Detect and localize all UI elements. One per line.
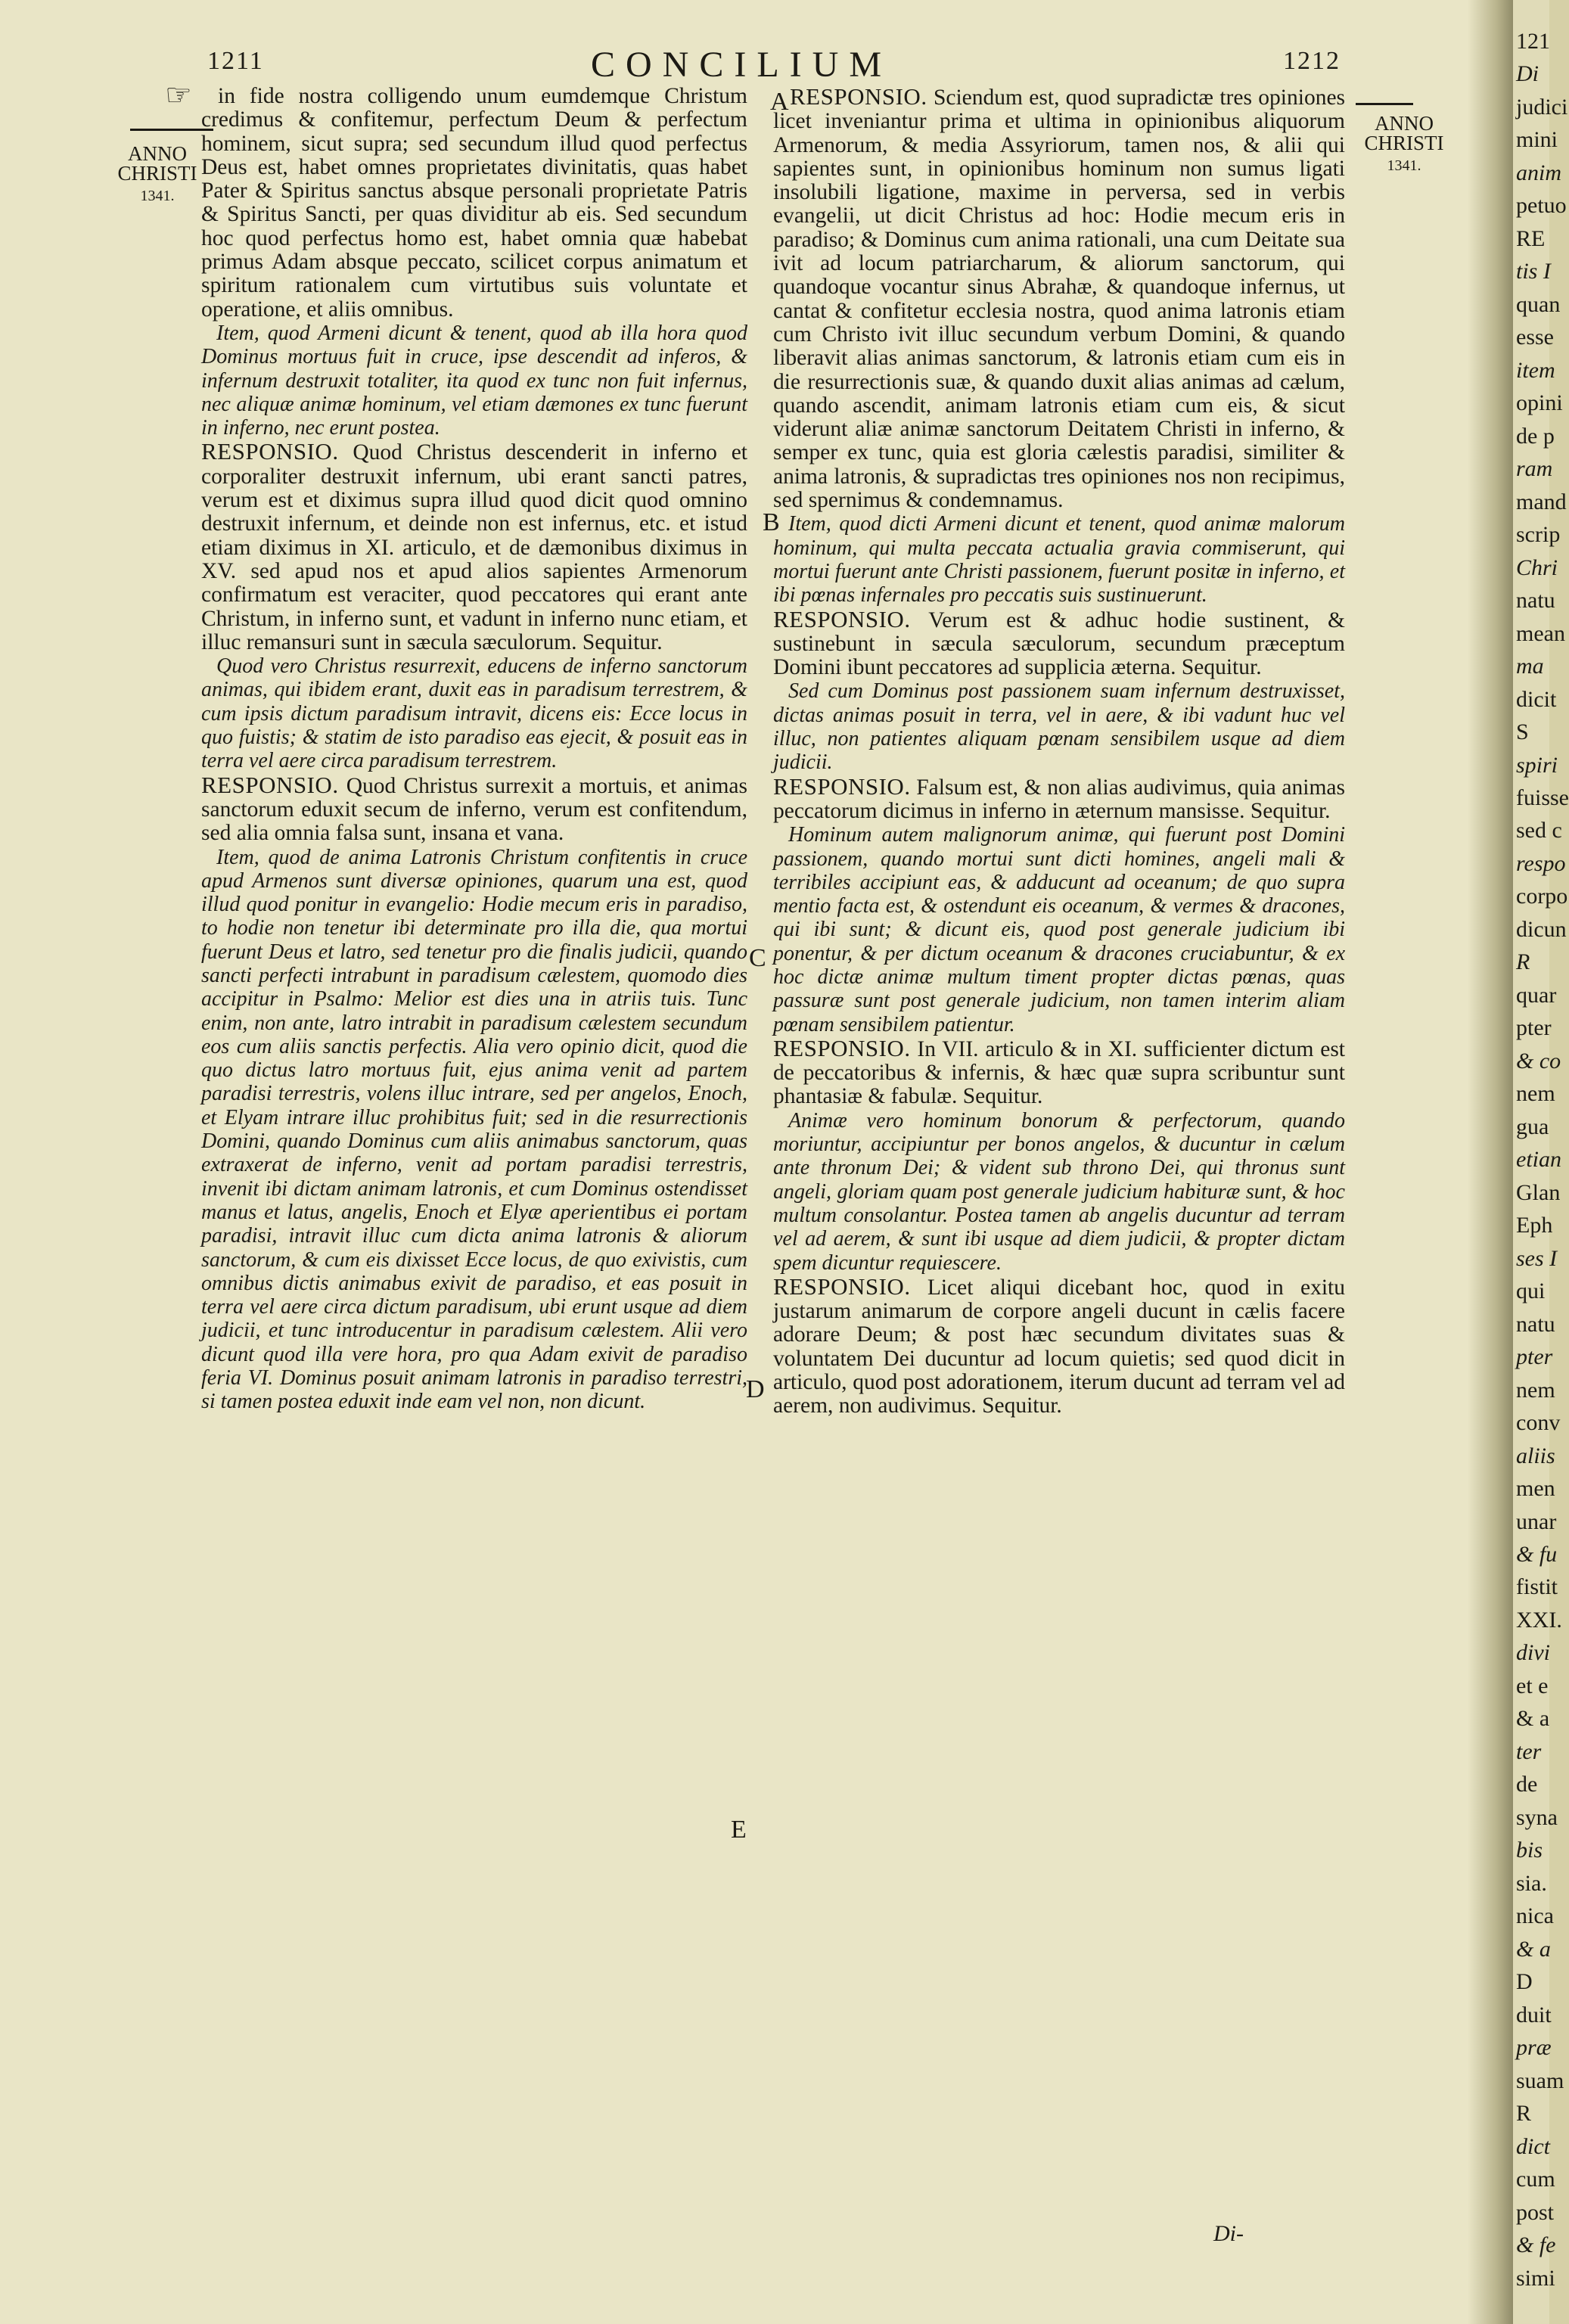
facing-page-fragment: qui [1516,1279,1546,1304]
facing-page-fragment: Di [1516,61,1539,87]
margin-note-left [112,144,203,206]
facing-page-fragment: spiri [1516,752,1558,778]
facing-page-fragment: & a [1516,1936,1551,1962]
facing-page-fragment: esse [1516,325,1554,350]
facing-page-fragment: fuisse [1516,785,1569,810]
responsio-text: Quod Christus surrexit a mortuis, et animas sanctorum eduxit secum de inferno, verum est confitendum, sed alia omnia falsa sunt, insana et vana. [201,773,748,846]
facing-page-fragment: ter [1516,1738,1542,1764]
facing-page-fragment: unar [1516,1508,1557,1534]
section-marker-d: D [746,1375,765,1403]
right-paragraph-7 [773,1036,1345,1109]
facing-page-fragment: mini [1516,127,1558,153]
margin-note-right [1359,113,1449,176]
responsio-label: RESPONSIO. [773,1034,911,1061]
responsio-label: RESPONSIO. [773,1272,911,1300]
facing-page-fragment: nem [1516,1377,1555,1403]
facing-page-fragment: quan [1516,291,1561,317]
right-paragraph-5 [773,772,1345,824]
facing-page-fragment: nem [1516,1081,1555,1107]
facing-page-fragment: & co [1516,1048,1561,1073]
left-text-column [201,85,747,1414]
facing-page-fragment: sia. [1516,1870,1547,1896]
responsio-text: Quod Christus descenderit in inferno et corporaliter destruxit infernum, ubi erant sancti patres, verum est et diximus supra illud quod dicit quod omnino destruxit infernum, et deinde non est infernus, etc. et istud etiam diximus in XI. articulo, et de dæmonibus diximus in XV. sed apud nos et apud alios sapientes Armenorum confirmatum est veraciter, quod peccatores qui erant ante Christum, in inferno sunt, et vadunt in inferno nunc etiam, et illuc remansuri sunt in sæcula sæculorum. Sequitur. [201,440,747,654]
responsio-label: RESPONSIO. [201,438,339,465]
section-marker-b: B [763,508,780,536]
facing-page-fragment: conv [1516,1410,1561,1436]
facing-page-fragment: & a [1516,1706,1550,1732]
facing-page-fragment: pter [1516,1015,1552,1041]
facing-page-fragment: fistit [1516,1574,1558,1600]
facing-page-fragment: cum [1516,2167,1555,2192]
facing-page-fragment: pter [1516,1344,1553,1370]
right-paragraph-2: Item, quod dicti Armeni dicunt et tenent, quod animæ malorum hominum, qui multa peccata actualia gravia commiserunt, qui mortui fuerunt ante Christi passionem, fuerunt positæ in inferno, et ibi pœnas infernales pro peccatis suis sustinuerunt. [773,512,1345,607]
facing-page-fragment: & fu [1516,1542,1558,1567]
facing-page-fragment: gua [1516,1114,1549,1139]
facing-page-fragment: men [1516,1476,1555,1502]
responsio-text: Sciendum est, quod supradictæ tres opiniones licet inveniantur prima et ultima in opinionibus aliquorum Armenorum, & media Assyriorum, tamen nos, & alii qui sapientes sunt, in opinionibus hominum non sumus ligati insolubili ligatione, maxime in perversa, sed in verbis evangelii, ut dicit Christus ad hoc: Hodie mecum eris in paradiso; & Dominus cum anima rationali, una cum Deitate sua ivit ad locum patriarcharum, & aliorum sanctorum, qui quandoque vocantur sinus Abrahæ, & quandoque infernus, ut cantat & confitetur ecclesia nostra, quod anima latronis etiam cum Christo ivit illuc secundum verbum Domini, & quando liberavit alias animas sanctorum, & latronis etiam cum eis in die resurrectionis suæ, & quando duxit alias animas ad cælum, quando ascendit, animam latronis etiam cum eis, & sicut viderunt aliæ animæ sanctorum Deitatem Christi in inferno, & semper ex tunc, quia est gloria cælestis paradisi, similiter & anima latronis, & supradictas tres opiniones nos non recipimus, sed spernimus & condemnamus. [773,85,1346,513]
facing-page-fragment: R [1516,949,1530,975]
facing-page-fragment: sed c [1516,818,1562,844]
facing-page-fragment: ses I [1516,1245,1558,1271]
facing-page-fragment: dict [1516,2133,1550,2159]
facing-page-fragment: præ [1516,2035,1552,2061]
margin-note-left-label: ANNO CHRISTI [117,142,197,185]
facing-page-fragment: de p [1516,423,1555,449]
facing-page-fragment: XXI. [1516,1607,1562,1633]
right-paragraph-1 [773,85,1345,512]
right-page-number: 1212 [1283,47,1341,75]
facing-page-fragment: quar [1516,982,1557,1008]
facing-page-fragment: item [1516,357,1555,383]
margin-note-right-year: 1341. [1387,157,1421,174]
facing-page-fragment: Eph [1516,1213,1553,1238]
left-paragraph-4: Quod vero Christus resurrexit, educens de inferno sanctorum animas, qui ibidem erant, duxit eas in paradisum terrestrem, & cum ipsis dictum paradisum intravit, dicens eis: Ecce locus in quo fuistis; & statim de isto paradiso eas ejecit, & posuit eas in terra vel aere circa paradisum terrestrem. [201,654,747,773]
section-marker-e: E [731,1816,747,1844]
responsio-label: RESPONSIO. [773,772,911,800]
responsio-label: RESPONSIO. [773,605,911,632]
facing-page-fragment: dicit [1516,686,1557,712]
margin-note-left-year: 1341. [140,188,175,204]
facing-page-fragment: duit [1516,2002,1552,2027]
facing-page-fragment: post [1516,2199,1555,2225]
facing-page-fragment: anim [1516,160,1561,185]
facing-page-fragment: et e [1516,1673,1549,1698]
responsio-text: Verum est & adhuc hodie sustinent, & sustinebunt in sæcula sæculorum, secundum præceptum Domini ibunt peccatores ad supplicia æterna. Sequitur. [773,607,1345,680]
facing-page-fragment: & fe [1516,2232,1556,2258]
right-paragraph-6: Hominum autem malignorum animæ, qui fuerunt post Domini passionem, quando mortui sunt dicti homines, angeli mali & terribiles accipiunt eas, & adducunt ad oceanum; de quo supra mentio facta est, & ostendunt eis oceanum, & vermes & dracones, qui ibi sunt; & dicunt eis, quod post generale judicium ibi ponentur, & per dictum oceanum & dracones cruciabuntur, & ex hoc dictæ animæ multum timent propter dictas pœnas, quas passuræ sunt post generale judicium, non tamen interim aliam pœnam sensibilem patientur. [773,823,1345,1036]
facing-page-fragment: etian [1516,1147,1561,1173]
facing-page-fragment: dicun [1516,916,1567,942]
catchword: Di- [1213,2221,1244,2246]
facing-page-fragment: corpo [1516,884,1568,909]
facing-page-fragment: aliis [1516,1443,1555,1468]
pointing-hand-icon: ☞ [165,78,192,112]
facing-page-fragment: scrip [1516,522,1561,548]
facing-page-fragment: S [1516,719,1529,745]
facing-page-fragment: tis I [1516,259,1551,284]
section-marker-c: C [749,944,766,972]
facing-page-fragment: respo [1516,850,1566,876]
responsio-label: RESPONSIO. [790,83,927,110]
right-paragraph-3 [773,607,1345,680]
facing-page-fragment: opini [1516,390,1563,416]
left-paragraph-6: Item, quod de anima Latronis Christum confitentis in cruce apud Armenos sunt diversæ opiniones, quarum una est, quod illud quod ponitur in evangelio: Hodie mecum eris in paradiso, to hodie non tenetur ibi determinate pro illa die, qua mortui fuerunt Deus et latro, sed tenetur pro die finalis judicii, quando sancti perfecti intrabunt in paradisum cælestem, quomodo dies accipitur in Psalmo: Melior est dies una in atriis tuis. Tunc enim, non ante, latro intrabit in paradisum cælestem secundum eos cum aliis sanctis perfectis. Alia vero opinio dicit, quod die quo dictus latro mortuus fuit, ejus anima venit ad partem paradisi terrestris, volens illuc intrare, sed per angelos, Enoch, et Elyam intrare illuc prohibitus fuit; sed in die resurrectionis Domini, quando Dominus cum aliis animabus sanctorum, quas extraxerat de inferno, venit ad portam paradisi terrestris, invenit ibi dictam animam latronis, et cum Dominus ostendisset manus et latus, angelis, Enoch et Elyæ aperientibus ei portam paradisi, intravit illuc cum dicta anima latronis & aliorum sanctorum, & cum eis dixisset Ecce locus, de quo exivistis, cum omnibus dictis animabus exivit de paradiso, et eas posuit in terra vel aere circa dictum paradisum, ubi erunt usque ad diem judicii, et tunc introducentur in paradisum cælestem. Alii vero dicunt quod illa vere hora, pro qua Adam exivit de paradiso feria VI. Dominus posuit animam latronis in paradiso terrestri, si tamen postea eduxit inde eam vel non, non dicunt. [201,845,747,1414]
facing-page-fragment: mean [1516,620,1565,646]
facing-page-fragment: simi [1516,2265,1555,2291]
margin-rule-right [1356,103,1413,105]
right-paragraph-4: Sed cum Dominus post passionem suam infernum destruxisset, dictas animas posuit in terra, vel in aere, & ibi vadunt huc vel illuc, non patientes aliquam pœnam sensibilem usque ad diem judicii. [773,679,1345,775]
facing-page-fragment: Glan [1516,1179,1561,1205]
facing-page-fragment: natu [1516,1311,1555,1337]
facing-page-fragment: judici [1516,94,1568,120]
facing-page-fragment: suam [1516,2068,1564,2093]
right-paragraph-8: Animæ vero hominum bonorum & perfectorum, quando moriuntur, accipiuntur per bonos angelos, & ducuntur in cælum ante thronum Dei; & vident sub throno Dei, qui thronus sunt angeli, gloriam quam post generale judicium habituræ sunt, & hoc multum consolantur. Postea tamen ab angelis ducuntur ad terram vel ad aerem, & sunt ibi usque ad diem judicii, & propter dictam spem dicuntur requiescere. [773,1108,1345,1275]
responsio-text: Falsum est, & non alias audivimus, quia animas peccatorum dicimus in inferno in æternum mansisse. Sequitur. [773,775,1345,823]
left-paragraph-5 [201,773,747,846]
left-paragraph-2: Item, quod Armeni dicunt & tenent, quod ab illa hora quod Dominus mortuus fuit in cruce, ipse descendit ad inferos, & infernum destruxit totaliter, ita quod ex tunc non fuit infernus, nec aliquæ animæ hominum, vel etiam dæmones ex tunc fuerunt in inferno, nec erunt postea. [201,321,747,440]
facing-page-fragment: ram [1516,456,1553,482]
facing-page-fragment: Chri [1516,555,1558,580]
facing-page-fragment: divi [1516,1640,1550,1666]
facing-page-edge [1513,0,1569,2324]
facing-page-fragment: petuo [1516,193,1567,219]
facing-page-fragment: mand [1516,489,1567,514]
left-paragraph-3 [201,440,747,654]
right-paragraph-9 [773,1272,1346,1418]
margin-note-right-label: ANNO CHRISTI [1364,112,1444,154]
facing-page-fragment: D [1516,1969,1533,1995]
facing-page-fragment: nica [1516,1903,1554,1929]
running-title: CONCILIUM [591,45,892,85]
responsio-text: In VII. articulo & in XI. sufficienter dictum est de peccatoribus & infernis, & hæc quæ supra scribuntur sunt phantasiæ & fabulæ. Sequitur. [773,1036,1346,1109]
facing-page-fragment: de [1516,1772,1538,1797]
section-marker-a: A [770,88,789,116]
responsio-label: RESPONSIO. [201,771,339,798]
responsio-text: Licet aliqui dicebant hoc, quod in exitu justarum animarum de corpore angeli ducunt in cælis facere adorare Deum; & post hæc secundum divitates suas & voluntatem Dei ducuntur ad locum quietis; sed quod dicit in articulo, quod post adorationem, iterum ducunt ad terram vel ad aerem, non audivimus. Sequitur. [773,1275,1346,1418]
facing-page-fragment: 121 [1516,29,1550,54]
facing-page-fragment: ma [1516,654,1544,679]
facing-page-fragment: R [1516,2101,1532,2127]
right-text-column [773,85,1345,1418]
facing-page-fragment: syna [1516,1804,1558,1830]
facing-page-fragment: natu [1516,588,1555,614]
left-paragraph-1: in fide nostra colligendo unum eumdemque Christum credimus & confitemur, perfectum Deum & perfectum hominem, sicut supra; sed secundum illud quod perfectus Deus est, habet omnes proprietates divinitatis, quas habet Pater & Spiritus sanctus absque personali proprietate Patris & Spiritus Sancti, per quas dividitur ab eis. Sed secundum hoc quod perfectus homo est, habet omnia quæ habebat primus Adam absque peccato, scilicet corpus animatum et spiritum rationalem cum virtutibus suis voluntate et operatione, et aliis omnibus. [201,84,747,322]
left-page-number: 1211 [207,47,264,75]
facing-page-fragment: bis [1516,1838,1543,1863]
facing-page-fragment: RE [1516,225,1546,251]
